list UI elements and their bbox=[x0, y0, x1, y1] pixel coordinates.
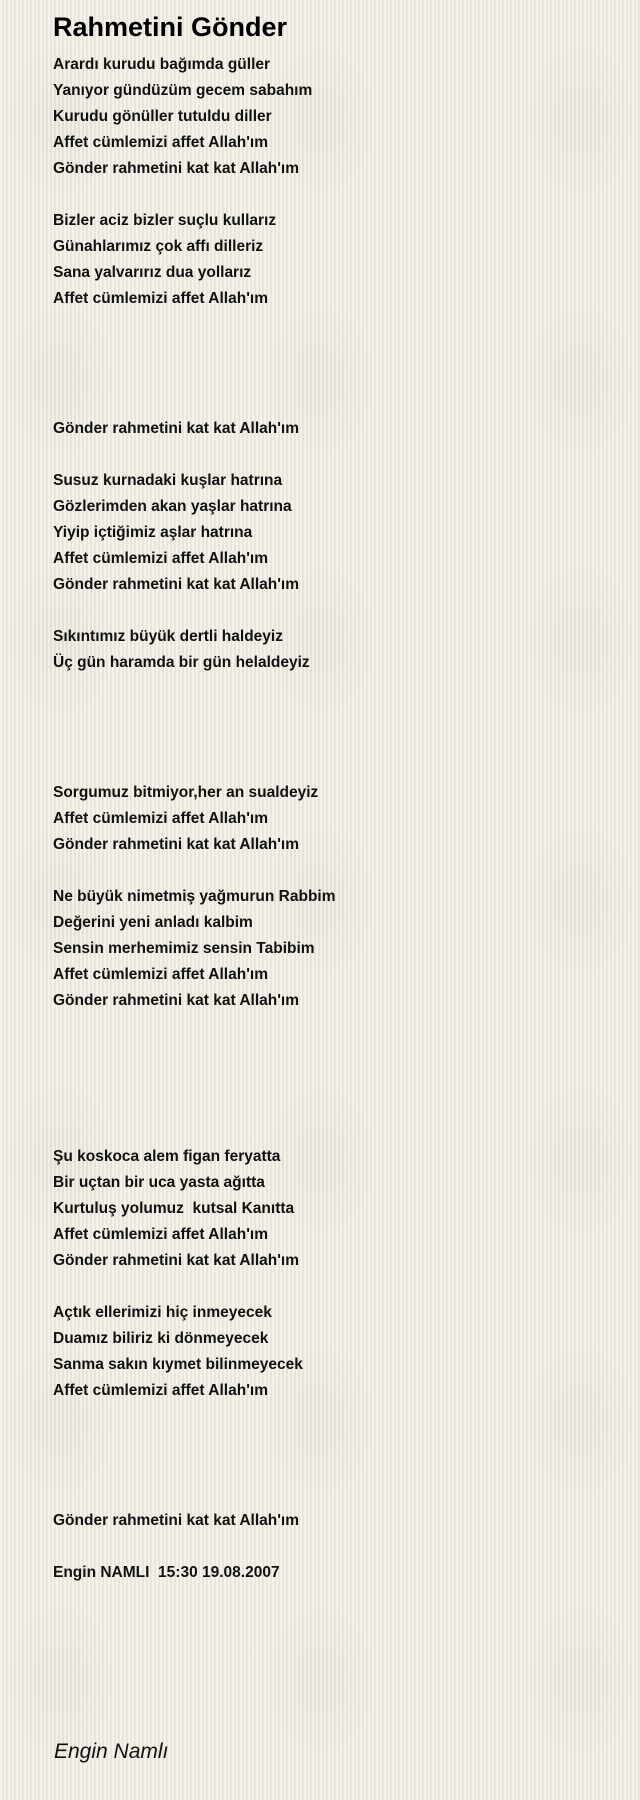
poem-line: Gönder rahmetini kat kat Allah'ım bbox=[53, 576, 300, 593]
poem-line: Gönder rahmetini kat kat Allah'ım bbox=[53, 420, 300, 437]
poem-blank-line bbox=[53, 1430, 613, 1456]
poem-blank-line bbox=[53, 1534, 613, 1560]
poem-blank-line bbox=[53, 858, 613, 884]
poem-line: Yanıyor gündüzüm gecem sabahım bbox=[53, 82, 313, 99]
poem-line: Üç gün haramda bir gün helaldeyiz bbox=[53, 654, 310, 671]
poem-line: Affet cümlemizi affet Allah'ım bbox=[53, 810, 268, 827]
poem-blank-line bbox=[53, 1092, 613, 1118]
poem-line: Kurtuluş yolumuz kutsal Kanıtta bbox=[53, 1200, 295, 1217]
poem-blank-line bbox=[53, 676, 613, 702]
poem-title: Rahmetini Gönder bbox=[53, 12, 288, 42]
poem-blank-line bbox=[53, 702, 613, 728]
poem-body bbox=[53, 52, 613, 1586]
poem-line: Affet cümlemizi affet Allah'ım bbox=[53, 966, 268, 983]
poem-line: Affet cümlemizi affet Allah'ım bbox=[53, 1226, 268, 1243]
poem-line: Susuz kurnadaki kuşlar hatrına bbox=[53, 472, 283, 489]
poem-line: Gönder rahmetini kat kat Allah'ım bbox=[53, 1252, 300, 1269]
poem-blank-line bbox=[53, 598, 613, 624]
poem-blank-line bbox=[53, 364, 613, 390]
poem-line: Ne büyük nimetmiş yağmurun Rabbim bbox=[53, 888, 336, 905]
poem-line: Sana yalvarırız dua yollarız bbox=[53, 264, 252, 281]
author-signature: Engin Namlı bbox=[54, 1740, 169, 1763]
poem-blank-line bbox=[53, 1482, 613, 1508]
poem-line: Değerini yeni anladı kalbim bbox=[53, 914, 253, 931]
poem-line: Affet cümlemizi affet Allah'ım bbox=[53, 550, 268, 567]
poem-line: Bizler aciz bizler suçlu kullarız bbox=[53, 212, 277, 229]
poem-line: Sensin merhemimiz sensin Tabibim bbox=[53, 940, 315, 957]
poem-blank-line bbox=[53, 1456, 613, 1482]
poem-line: Affet cümlemizi affet Allah'ım bbox=[53, 1382, 268, 1399]
poem-line: Affet cümlemizi affet Allah'ım bbox=[53, 134, 268, 151]
poem-blank-line bbox=[53, 1066, 613, 1092]
poem-blank-line bbox=[53, 338, 613, 364]
poem-line: Bir uçtan bir uca yasta ağıtta bbox=[53, 1174, 265, 1191]
poem-blank-line bbox=[53, 390, 613, 416]
poem-line: Affet cümlemizi affet Allah'ım bbox=[53, 290, 268, 307]
poem-blank-line bbox=[53, 728, 613, 754]
poem-line: Duamız biliriz ki dönmeyecek bbox=[53, 1330, 269, 1347]
poem-line: Engin NAMLI 15:30 19.08.2007 bbox=[53, 1564, 280, 1581]
poem-line: Sanma sakın kıymet bilinmeyecek bbox=[53, 1356, 303, 1373]
poem-blank-line bbox=[53, 442, 613, 468]
poem-blank-line bbox=[53, 1404, 613, 1430]
poem-line: Gözlerimden akan yaşlar hatrına bbox=[53, 498, 292, 515]
poem-line: Arardı kurudu bağımda güller bbox=[53, 56, 271, 73]
poem-blank-line bbox=[53, 1274, 613, 1300]
poem-line: Gönder rahmetini kat kat Allah'ım bbox=[53, 160, 300, 177]
poem-line: Sorgumuz bitmiyor,her an sualdeyiz bbox=[53, 784, 319, 801]
poem-line: Kurudu gönüller tutuldu diller bbox=[53, 108, 272, 125]
poem-line: Gönder rahmetini kat kat Allah'ım bbox=[53, 1512, 300, 1529]
poem-blank-line bbox=[53, 1040, 613, 1066]
poem-blank-line bbox=[53, 754, 613, 780]
poem-line: Şu koskoca alem figan feryatta bbox=[53, 1148, 281, 1165]
poem-blank-line bbox=[53, 182, 613, 208]
poem-blank-line bbox=[53, 312, 613, 338]
poem-line: Yiyip içtiğimiz aşlar hatrına bbox=[53, 524, 253, 541]
poem-line: Günahlarımız çok affı dilleriz bbox=[53, 238, 264, 255]
poem-blank-line bbox=[53, 1118, 613, 1144]
poem-line: Sıkıntımız büyük dertli haldeyiz bbox=[53, 628, 283, 645]
poem-line: Gönder rahmetini kat kat Allah'ım bbox=[53, 836, 300, 853]
poem-line: Gönder rahmetini kat kat Allah'ım bbox=[53, 992, 300, 1009]
poem-blank-line bbox=[53, 1014, 613, 1040]
poem-line: Açtık ellerimizi hiç inmeyecek bbox=[53, 1304, 272, 1321]
